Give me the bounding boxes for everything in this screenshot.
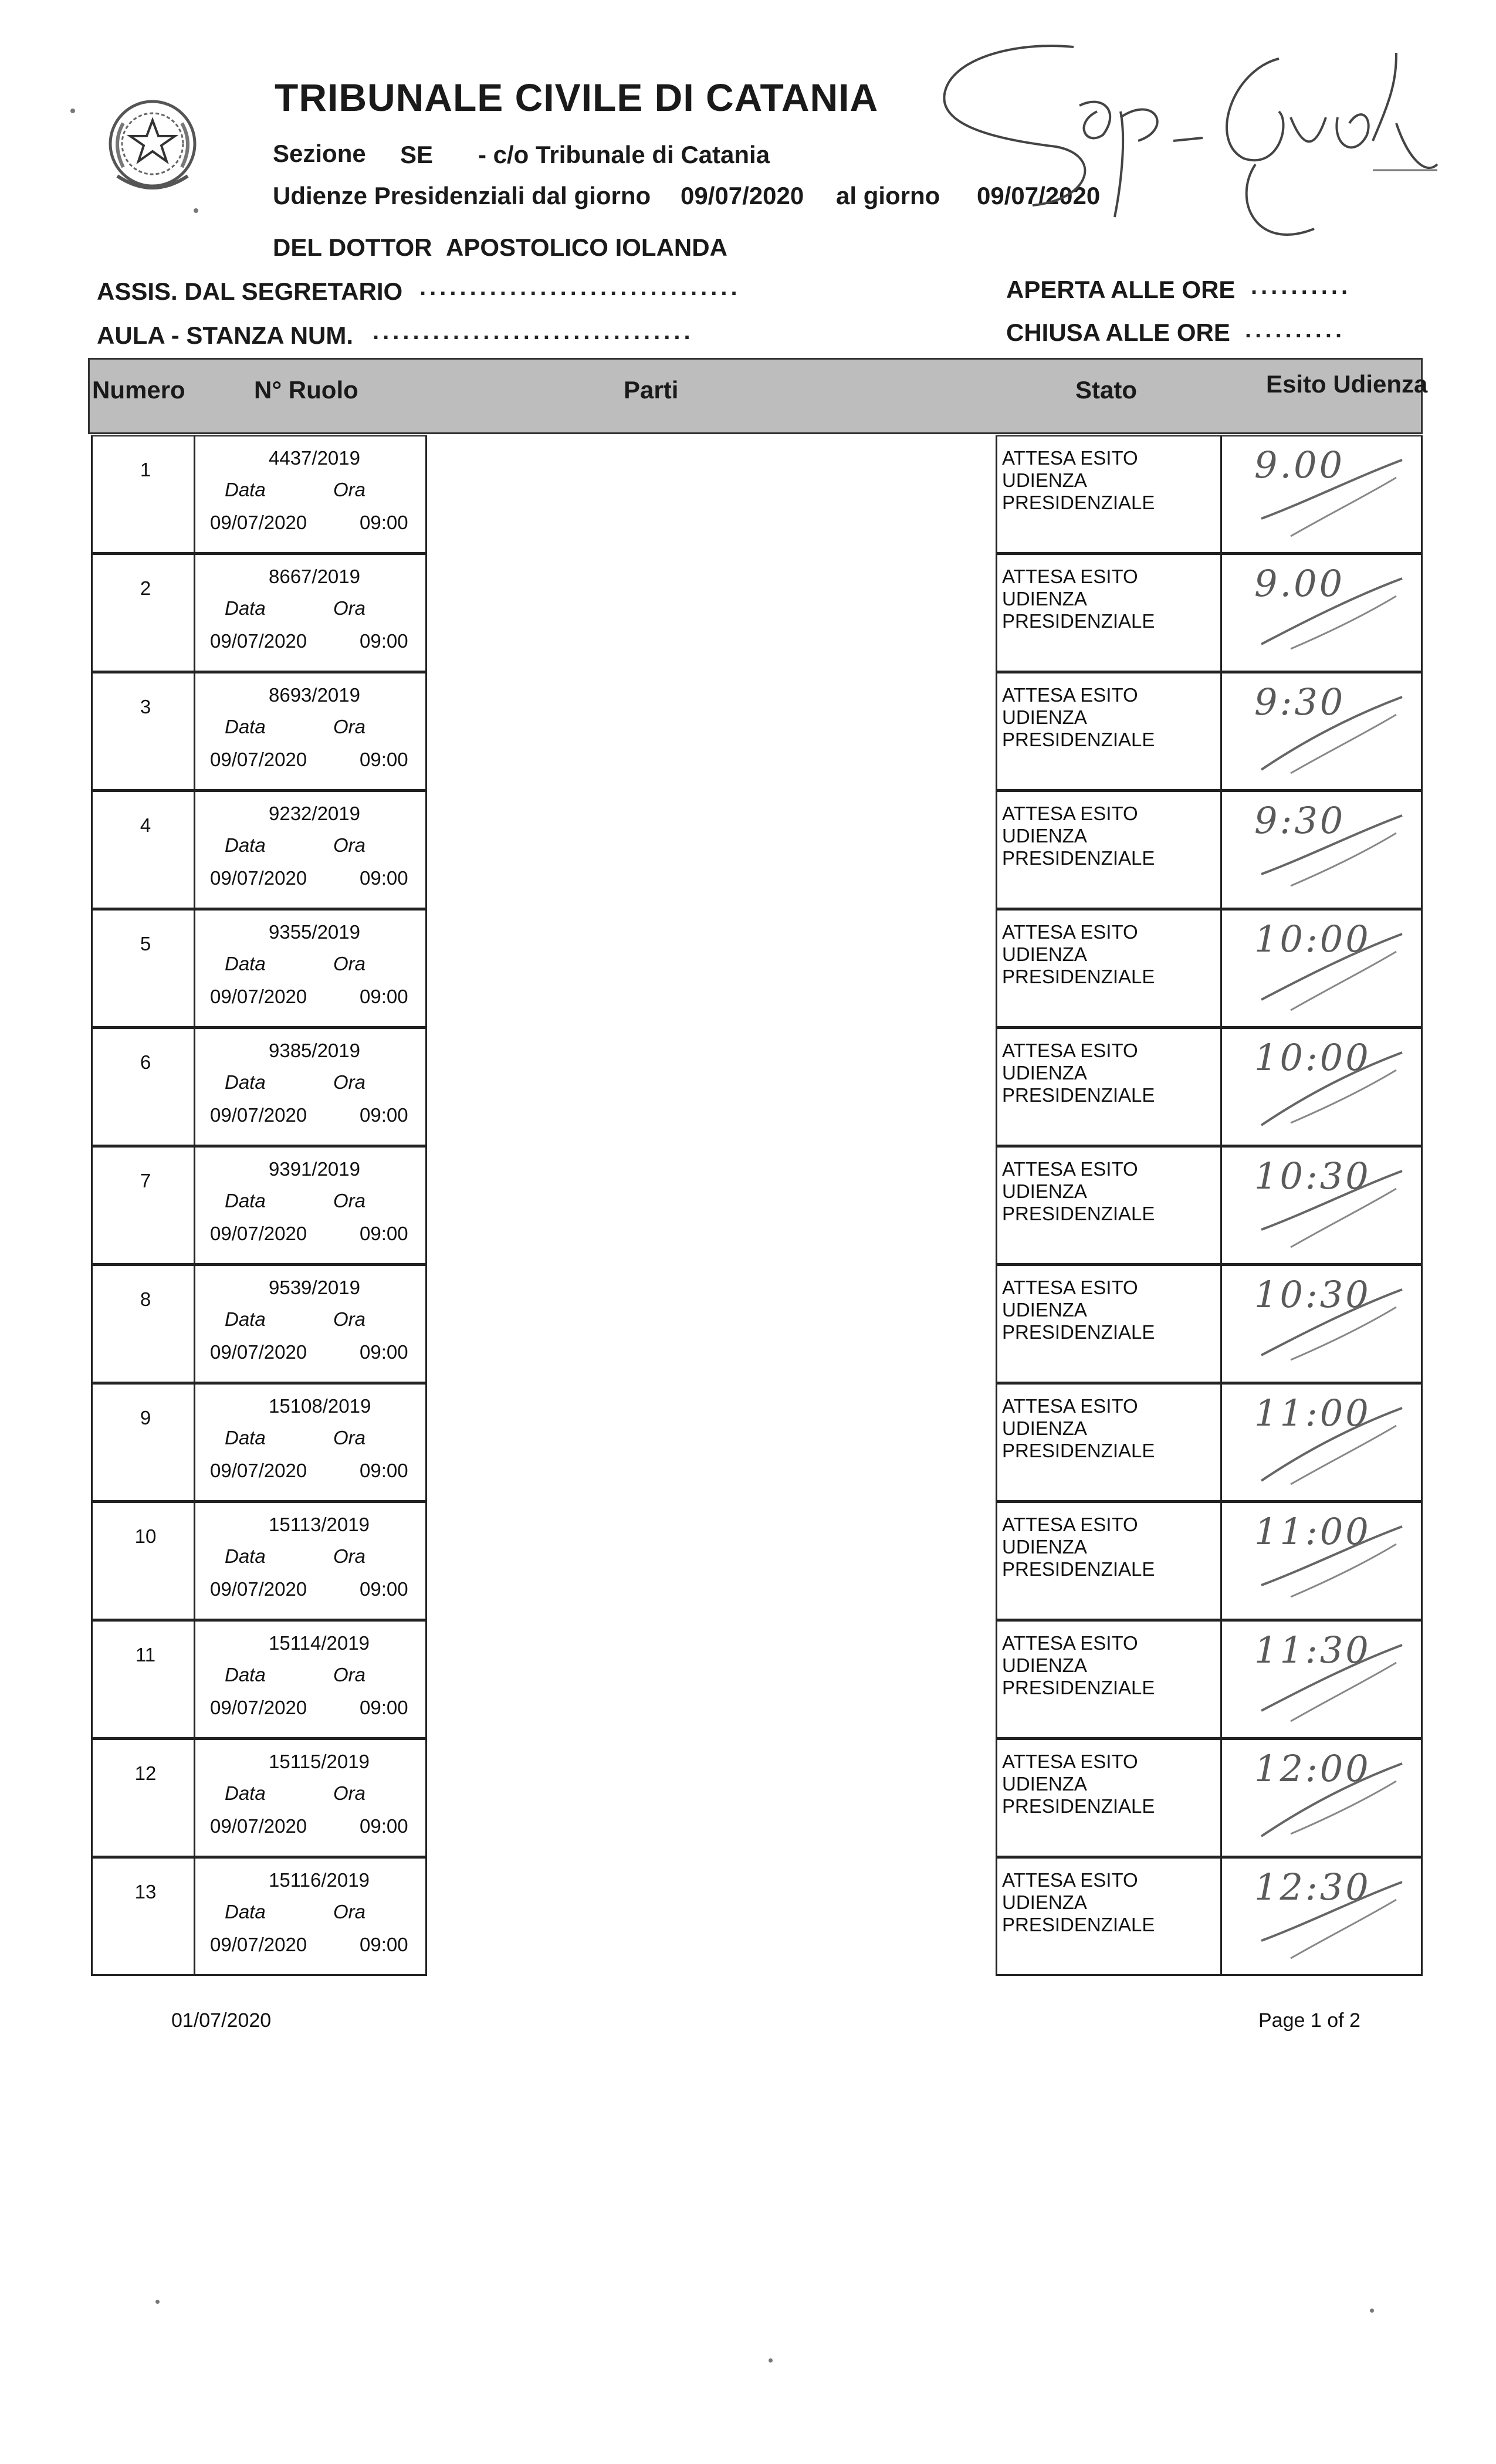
stato-text: ATTESA ESITO UDIENZA PRESIDENZIALE (1002, 684, 1155, 750)
data-label: Data (225, 834, 266, 856)
esito-time: 10:30 (1254, 1273, 1371, 1316)
row-number: 10 (134, 1525, 157, 1547)
row-number: 11 (135, 1644, 156, 1666)
ora-label: Ora (333, 597, 366, 619)
stato-text: ATTESA ESITO UDIENZA PRESIDENZIALE (1002, 1632, 1155, 1698)
hearing-time: 09:00 (360, 1934, 408, 1955)
ruolo-number: 15114/2019 (269, 1632, 370, 1654)
stato-text: ATTESA ESITO UDIENZA PRESIDENZIALE (1002, 1514, 1155, 1580)
ruolo-number: 9539/2019 (269, 1277, 360, 1298)
hearing-time: 09:00 (360, 1104, 408, 1126)
table-row (91, 1739, 1423, 1857)
data-label: Data (225, 953, 266, 974)
assis-dots: ................................ (419, 275, 741, 300)
ruolo-number: 15115/2019 (269, 1751, 370, 1772)
esito-handwritten (1226, 1622, 1420, 1740)
date-to: 09/07/2020 (977, 182, 1101, 209)
data-label: Data (225, 1664, 266, 1685)
stato-text: ATTESA ESITO UDIENZA PRESIDENZIALE (1002, 803, 1155, 869)
stato-text: ATTESA ESITO UDIENZA PRESIDENZIALE (1002, 1869, 1155, 1935)
data-label: Data (225, 1427, 266, 1448)
esito-time: 11:30 (1254, 1629, 1371, 1671)
ruolo-cell (91, 1857, 427, 1976)
ruolo-cell (91, 1502, 427, 1620)
hearing-date: 09/07/2020 (210, 1815, 307, 1837)
data-label: Data (225, 1308, 266, 1330)
esito-time: 12:00 (1254, 1747, 1371, 1790)
ora-label: Ora (333, 1071, 366, 1093)
aperta-dots: .......... (1251, 273, 1352, 299)
ruolo-number: 8693/2019 (269, 684, 360, 706)
table-row (91, 672, 1423, 791)
ruolo-cell (91, 435, 427, 554)
sezione-location: - c/o Tribunale di Catania (478, 141, 770, 168)
udienze-label: Udienze Presidenziali dal giorno (273, 182, 651, 209)
row-number: 6 (140, 1051, 151, 1073)
ruolo-cell (91, 1383, 427, 1502)
hearing-time: 09:00 (360, 630, 408, 652)
data-label: Data (225, 1545, 266, 1567)
esito-time: 9:30 (1254, 799, 1346, 842)
hearing-time: 09:00 (360, 512, 408, 533)
row-number: 5 (140, 933, 151, 955)
stato-cell (996, 1739, 1423, 1857)
stato-cell (996, 1383, 1423, 1502)
speck (769, 2358, 773, 2363)
table-row (91, 1857, 1423, 1976)
row-number: 8 (140, 1288, 151, 1310)
speck (194, 208, 198, 213)
table-row (91, 435, 1423, 554)
col-parti: Parti (624, 376, 679, 404)
ruolo-cell (91, 1620, 427, 1739)
judge-name: APOSTOLICO IOLANDA (446, 233, 727, 261)
esito-time: 10:00 (1254, 918, 1371, 960)
col-stato: Stato (1075, 376, 1137, 404)
hearing-time: 09:00 (360, 986, 408, 1007)
esito-time: 9:30 (1254, 681, 1346, 723)
hearing-time: 09:00 (360, 1697, 408, 1718)
stato-cell (996, 672, 1423, 791)
ruolo-number: 9391/2019 (269, 1158, 360, 1180)
row-number: 3 (140, 696, 151, 717)
row-number: 1 (140, 459, 151, 480)
data-label: Data (225, 1071, 266, 1093)
stato-cell (996, 1502, 1423, 1620)
table-row (91, 1502, 1423, 1620)
ora-label: Ora (333, 1545, 366, 1567)
ora-label: Ora (333, 1664, 366, 1685)
stato-text: ATTESA ESITO UDIENZA PRESIDENZIALE (1002, 1040, 1155, 1106)
data-label: Data (225, 716, 266, 737)
hearing-date: 09/07/2020 (210, 512, 307, 533)
ruolo-cell (91, 791, 427, 909)
al-giorno-label: al giorno (836, 182, 940, 209)
chiusa-dots: .......... (1245, 317, 1346, 343)
hearing-date: 09/07/2020 (210, 1934, 307, 1955)
esito-handwritten (1226, 673, 1420, 792)
row-number: 7 (140, 1170, 151, 1192)
esito-handwritten (1226, 1266, 1420, 1385)
stato-cell (996, 909, 1423, 1028)
table-row (91, 909, 1423, 1028)
ruolo-number: 15116/2019 (269, 1869, 370, 1891)
row-number: 2 (140, 577, 151, 599)
date-from: 09/07/2020 (681, 182, 804, 209)
table-header (88, 358, 1428, 434)
ruolo-number: 9232/2019 (269, 803, 360, 824)
stato-cell (996, 554, 1423, 672)
esito-time: 10:30 (1254, 1155, 1371, 1197)
stato-text: ATTESA ESITO UDIENZA PRESIDENZIALE (1002, 1158, 1155, 1224)
data-label: Data (225, 1190, 266, 1211)
esito-time: 9.00 (1254, 444, 1345, 486)
row-number: 9 (140, 1407, 151, 1429)
esito-time: 11:00 (1254, 1510, 1371, 1553)
esito-handwritten (1226, 1740, 1420, 1859)
stato-text: ATTESA ESITO UDIENZA PRESIDENZIALE (1002, 921, 1155, 987)
court-title: TRIBUNALE CIVILE DI CATANIA (275, 76, 879, 119)
ruolo-number: 15113/2019 (269, 1514, 370, 1535)
ora-label: Ora (333, 479, 366, 500)
hearing-time: 09:00 (360, 1578, 408, 1600)
sezione-label: Sezione (273, 140, 366, 167)
ruolo-cell (91, 1146, 427, 1265)
esito-time: 10:00 (1254, 1036, 1371, 1079)
hearing-time: 09:00 (360, 1460, 408, 1481)
ruolo-cell (91, 672, 427, 791)
row-number: 13 (134, 1881, 157, 1903)
repubblica-italiana-emblem-icon (100, 88, 205, 205)
data-label: Data (225, 1901, 266, 1923)
page-info: Page 1 of 2 (1258, 2009, 1360, 2032)
ruolo-cell (91, 1265, 427, 1383)
table-row (91, 791, 1423, 909)
esito-time: 12:30 (1254, 1866, 1371, 1908)
table-row (91, 1620, 1423, 1739)
ora-label: Ora (333, 953, 366, 974)
esito-handwritten (1226, 1148, 1420, 1266)
esito-handwritten (1226, 436, 1420, 555)
chiusa-label: CHIUSA ALLE ORE (1006, 319, 1230, 346)
hearing-time: 09:00 (360, 1341, 408, 1363)
hearing-date: 09/07/2020 (210, 1697, 307, 1718)
ruolo-cell (91, 909, 427, 1028)
hearing-date: 09/07/2020 (210, 630, 307, 652)
esito-handwritten (1226, 1859, 1420, 1977)
ora-label: Ora (333, 1308, 366, 1330)
speck (70, 109, 75, 113)
stato-cell (996, 1265, 1423, 1383)
stato-text: ATTESA ESITO UDIENZA PRESIDENZIALE (1002, 566, 1155, 632)
stato-cell (996, 791, 1423, 909)
print-date: 01/07/2020 (171, 2009, 272, 2032)
col-numero: Numero (92, 376, 185, 404)
hearing-date: 09/07/2020 (210, 1104, 307, 1126)
ora-label: Ora (333, 716, 366, 737)
speck (1370, 2309, 1374, 2313)
stato-cell (996, 1028, 1423, 1146)
stato-cell (996, 435, 1423, 554)
ora-label: Ora (333, 1901, 366, 1923)
hearing-date: 09/07/2020 (210, 1341, 307, 1363)
ora-label: Ora (333, 1190, 366, 1211)
data-label: Data (225, 1782, 266, 1804)
stato-text: ATTESA ESITO UDIENZA PRESIDENZIALE (1002, 1395, 1155, 1461)
hearing-time: 09:00 (360, 1223, 408, 1244)
esito-handwritten (1226, 555, 1420, 673)
hearing-date: 09/07/2020 (210, 1578, 307, 1600)
ruolo-number: 15108/2019 (269, 1395, 371, 1417)
esito-handwritten (1226, 911, 1420, 1029)
table-row (91, 1028, 1423, 1146)
table-row (91, 1146, 1423, 1265)
ruolo-number: 8667/2019 (269, 566, 360, 587)
stato-text: ATTESA ESITO UDIENZA PRESIDENZIALE (1002, 1751, 1155, 1817)
data-label: Data (225, 479, 266, 500)
esito-time: 11:00 (1254, 1392, 1371, 1434)
table-row (91, 554, 1423, 672)
esito-handwritten (1226, 792, 1420, 911)
stato-text: ATTESA ESITO UDIENZA PRESIDENZIALE (1002, 447, 1155, 513)
stato-cell (996, 1620, 1423, 1739)
row-number: 4 (140, 814, 151, 836)
ruolo-cell (91, 554, 427, 672)
hearing-time: 09:00 (360, 749, 408, 770)
stato-cell (996, 1146, 1423, 1265)
esito-time: 9.00 (1254, 562, 1345, 605)
esito-handwritten (1226, 1385, 1420, 1503)
hearing-date: 09/07/2020 (210, 749, 307, 770)
aula-dots: ................................ (373, 319, 694, 344)
ruolo-number: 4437/2019 (269, 447, 360, 469)
judge-label: DEL DOTTOR (273, 233, 432, 261)
hearing-date: 09/07/2020 (210, 1223, 307, 1244)
aula-label: AULA - STANZA NUM. (97, 321, 354, 349)
handwritten-note (927, 23, 1443, 258)
ruolo-number: 9355/2019 (269, 921, 360, 943)
hearing-time: 09:00 (360, 867, 408, 889)
ruolo-cell (91, 1028, 427, 1146)
ora-label: Ora (333, 834, 366, 856)
ora-label: Ora (333, 1427, 366, 1448)
sezione-value: SE (400, 141, 434, 168)
col-ruolo: N° Ruolo (254, 376, 358, 404)
aperta-label: APERTA ALLE ORE (1006, 276, 1236, 303)
ruolo-number: 9385/2019 (269, 1040, 360, 1061)
esito-handwritten (1226, 1029, 1420, 1148)
table-row (91, 1383, 1423, 1502)
speck (155, 2300, 160, 2304)
hearing-date: 09/07/2020 (210, 1460, 307, 1481)
data-label: Data (225, 597, 266, 619)
hearing-date: 09/07/2020 (210, 986, 307, 1007)
ruolo-cell (91, 1739, 427, 1857)
row-number: 12 (134, 1762, 157, 1784)
stato-text: ATTESA ESITO UDIENZA PRESIDENZIALE (1002, 1277, 1155, 1343)
stato-cell (996, 1857, 1423, 1976)
table-row (91, 1265, 1423, 1383)
ora-label: Ora (333, 1782, 366, 1804)
col-esito: Esito Udienza (1266, 370, 1428, 398)
hearing-date: 09/07/2020 (210, 867, 307, 889)
assis-label: ASSIS. DAL SEGRETARIO (97, 277, 403, 305)
hearing-time: 09:00 (360, 1815, 408, 1837)
esito-handwritten (1226, 1503, 1420, 1622)
